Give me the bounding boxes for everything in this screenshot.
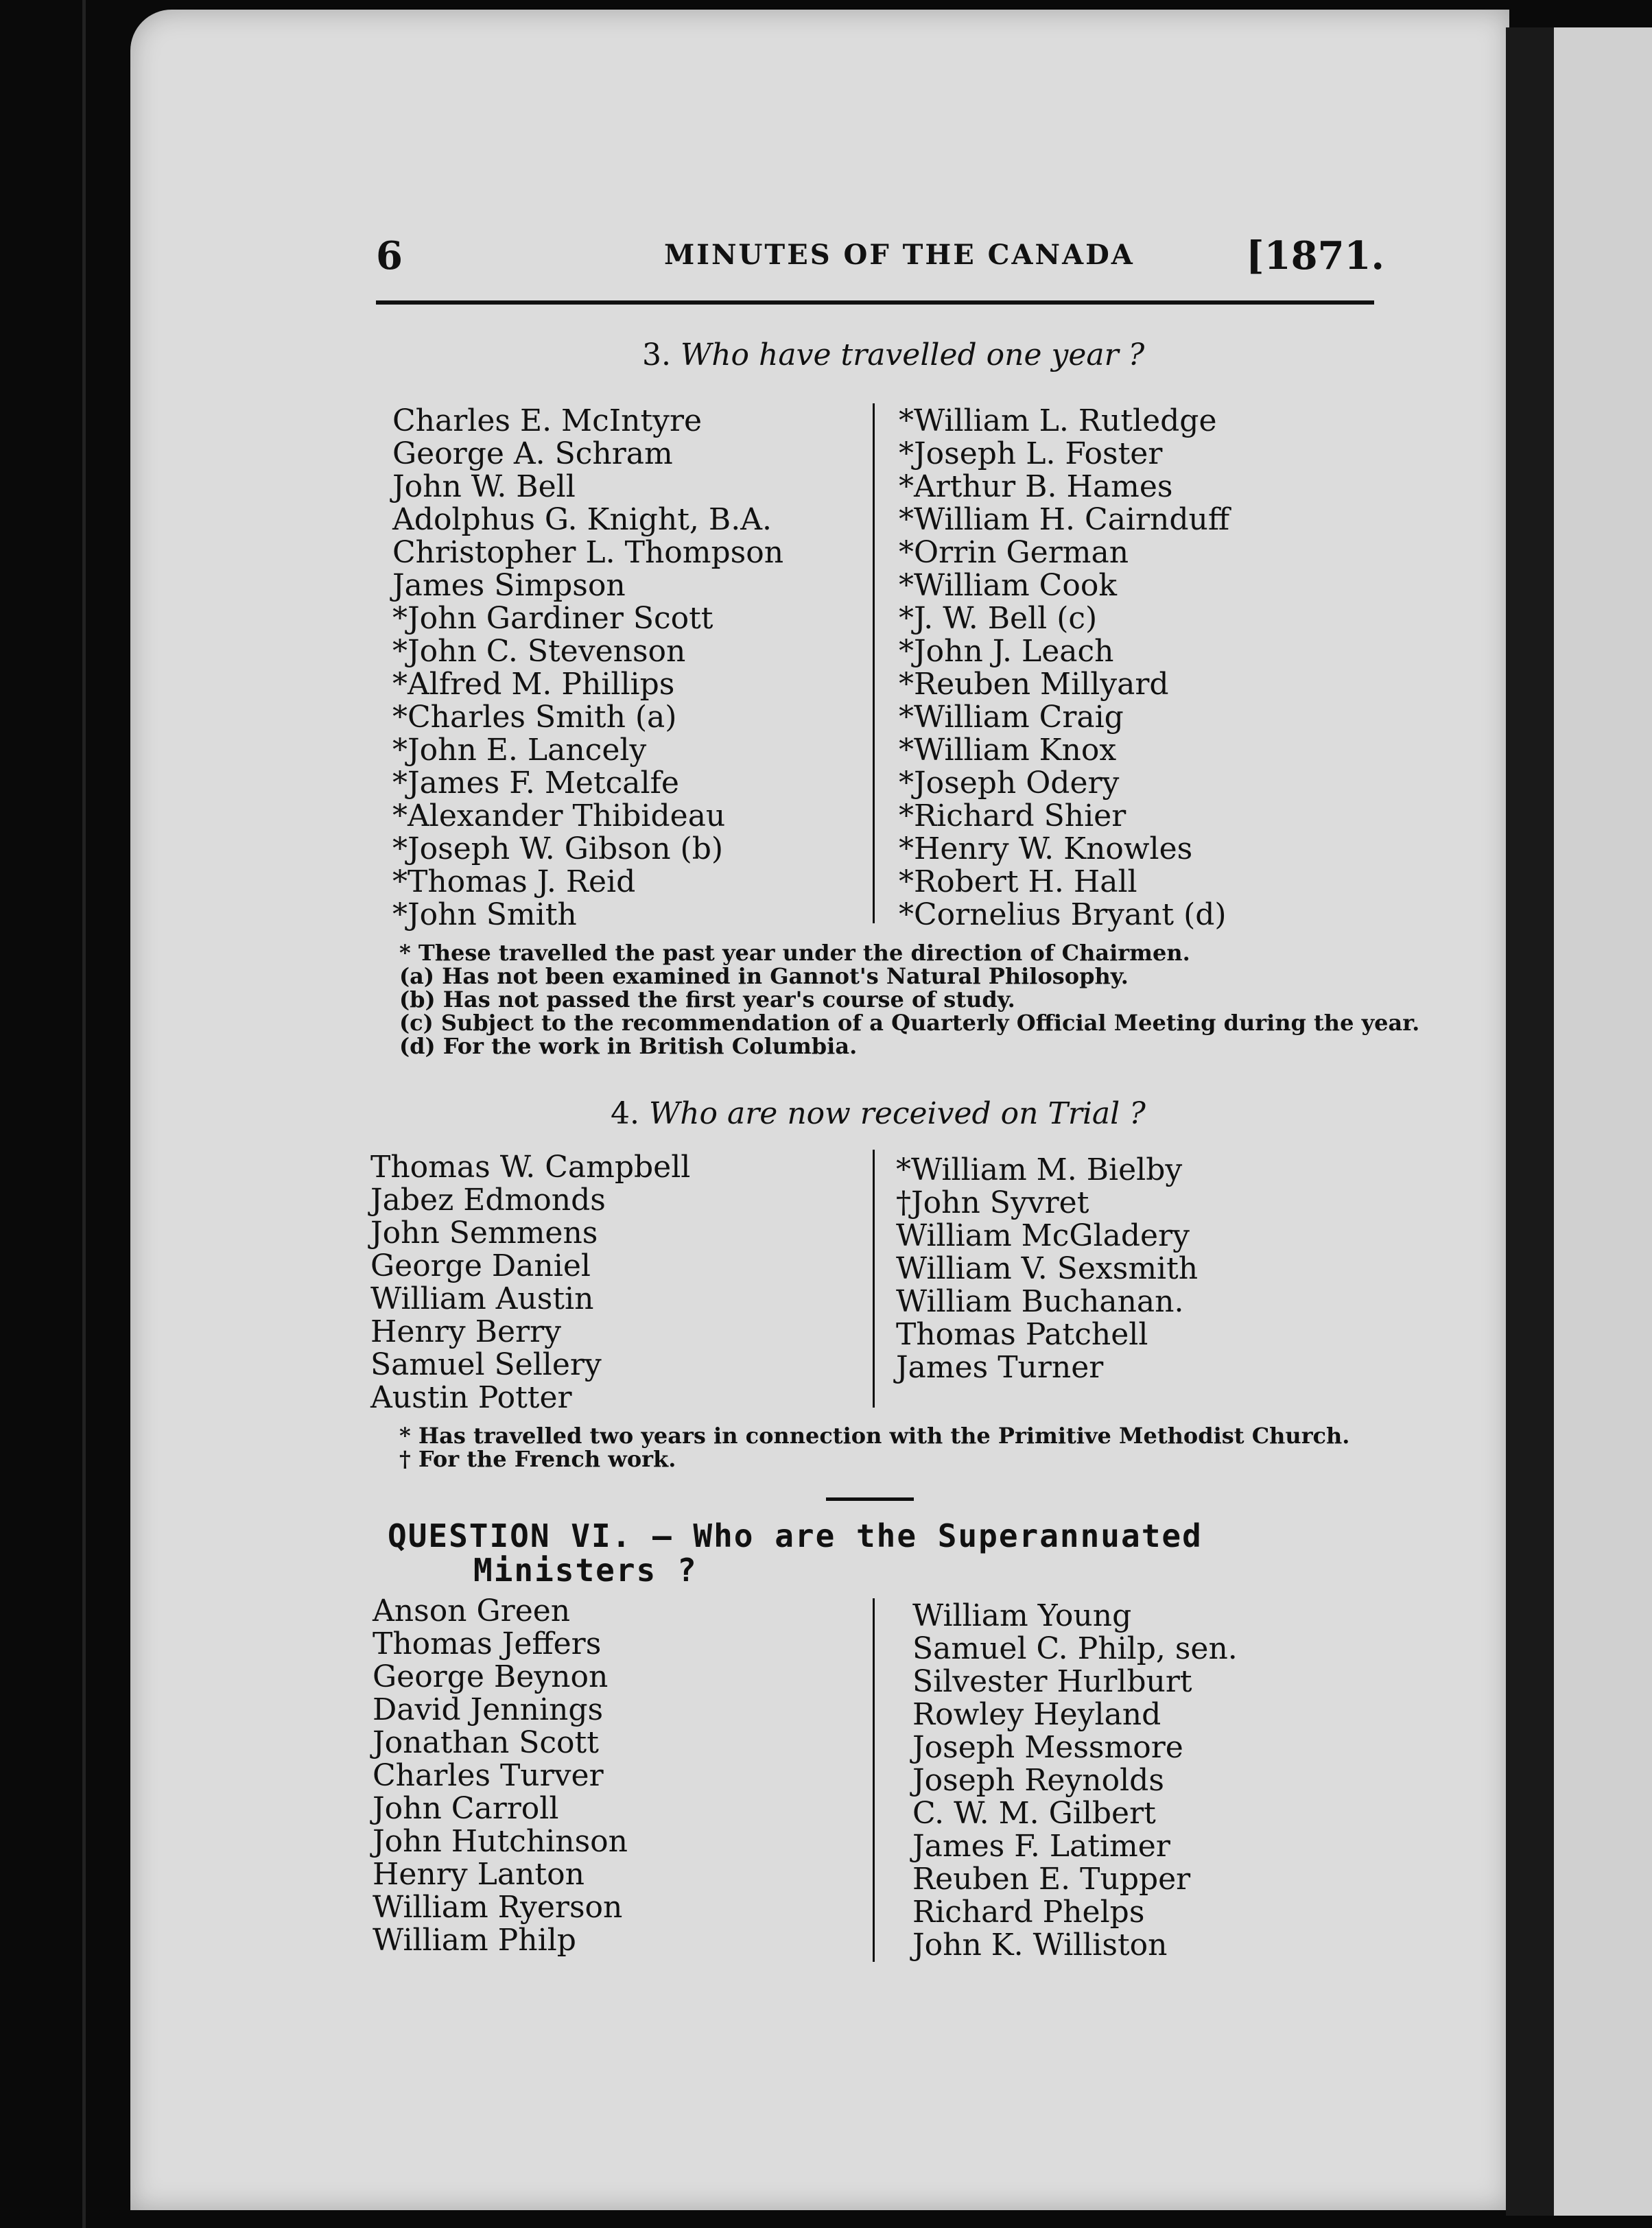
minister-name: *Joseph Odery [899,766,1120,801]
running-title: MINUTES OF THE CANADA [664,239,1135,271]
minister-name: Charles Turver [373,1758,604,1793]
minister-name: Samuel C. Philp, sen. [912,1631,1238,1666]
section3-footnotes [399,941,1419,1058]
minister-name: Charles E. McIntyre [392,403,703,438]
minister-name: *William H. Cairnduff [899,502,1230,537]
minister-name: *Arthur B. Hames [899,469,1173,504]
minister-name: *Alexander Thibideau [392,798,726,833]
minister-name: Henry Berry [370,1314,561,1349]
minister-name: *John C. Stevenson [392,634,686,669]
minister-name: Reuben E. Tupper [912,1862,1191,1897]
minister-name: *Henry W. Knowles [899,831,1193,866]
question6-heading-line1: QUESTION VI. — Who are the Superannuated [388,1517,1203,1554]
minister-name: George Beynon [373,1659,609,1694]
minister-name: Jonathan Scott [373,1725,599,1760]
minister-name: †John Syvret [896,1185,1089,1220]
page-header [376,233,1384,278]
minister-name: *Orrin German [899,535,1129,570]
minister-name: William Austin [370,1281,594,1316]
minister-name: William Ryerson [373,1890,623,1925]
section3-title: Who have travelled one year ? [680,337,1145,372]
footnote: † For the French work. [399,1446,676,1472]
minister-name: Joseph Reynolds [912,1763,1164,1798]
minister-name: *Thomas J. Reid [392,864,636,899]
section3-heading [642,337,1144,372]
minister-name: *Cornelius Bryant (d) [899,897,1227,932]
minister-name: Christopher L. Thompson [392,535,784,570]
book-gutter [1506,27,1561,2216]
minister-name: *Alfred M. Phillips [392,667,675,702]
minister-name: *J. W. Bell (c) [899,601,1098,636]
minister-name: John Carroll [373,1791,559,1826]
section4-left-list [370,1151,690,1414]
minister-name: Thomas Patchell [896,1317,1148,1352]
minister-name: Richard Phelps [912,1895,1145,1930]
scan-margin-line [82,0,86,2228]
minister-name: Anson Green [373,1593,571,1628]
minister-name: John Semmens [370,1216,598,1251]
section4-right-list [896,1154,1198,1384]
minister-name: *Charles Smith (a) [392,700,677,735]
header-rule [376,300,1374,305]
page-number: 6 [376,233,403,278]
section3-number: 3. [642,337,671,372]
minister-name: Adolphus G. Knight, B.A. [392,502,772,537]
minister-name: William Young [912,1598,1132,1633]
section3-column-rule [873,403,875,923]
minister-name: Silvester Hurlburt [912,1664,1192,1699]
minister-name: *Joseph W. Gibson (b) [392,831,724,866]
section4-column-rule [873,1150,875,1408]
minister-name: John Hutchinson [373,1824,628,1859]
minister-name: *John Gardiner Scott [392,601,713,636]
minister-name: Thomas W. Campbell [370,1150,691,1185]
question6-column-rule [873,1598,875,1962]
minister-name: *Richard Shier [899,798,1126,833]
minister-name: William Philp [373,1923,576,1958]
minister-name: James F. Latimer [912,1829,1170,1864]
footnote: * Has travelled two years in connection with the Primitive Methodist Church. [399,1423,1350,1449]
footnote: (b) Has not passed the first year's course of study. [399,986,1015,1012]
minister-name: William V. Sexsmith [896,1251,1199,1286]
minister-name: David Jennings [373,1692,604,1727]
section-divider [826,1497,914,1501]
minister-name: *William L. Rutledge [899,403,1217,438]
footnote: * These travelled the past year under the direction of Chairmen. [399,940,1190,966]
minister-name: Joseph Messmore [912,1730,1183,1765]
minister-name: Samuel Sellery [370,1347,602,1382]
minister-name: *Robert H. Hall [899,864,1137,899]
footnote: (c) Subject to the recommendation of a Quarterly Official Meeting during the year. [399,1010,1420,1036]
minister-name: *John Smith [392,897,577,932]
minister-name: Henry Lanton [373,1857,585,1892]
minister-name: *Reuben Millyard [899,667,1169,702]
minister-name: *John J. Leach [899,634,1114,669]
minister-name: *William M. Bielby [896,1152,1183,1187]
minister-name: C. W. M. Gilbert [912,1796,1156,1831]
section4-title: Who are now received on Trial ? [648,1096,1146,1131]
minister-name: John K. Williston [912,1928,1168,1963]
minister-name: Jabez Edmonds [370,1183,606,1218]
section4-number: 4. [611,1096,639,1131]
minister-name: *Joseph L. Foster [899,436,1163,471]
minister-name: Rowley Heyland [912,1697,1161,1732]
minister-name: George Daniel [370,1248,591,1283]
minister-name: James Turner [896,1350,1104,1385]
minister-name: *William Knox [899,733,1117,768]
header-year: [1871. [1246,233,1384,278]
minister-name: Austin Potter [370,1380,572,1415]
section4-footnotes [399,1424,1349,1471]
section3-right-list [899,405,1229,932]
facing-page-edge [1554,27,1652,2216]
minister-name: William McGladery [896,1218,1190,1253]
section3-left-list [392,405,783,932]
question6-heading-line2: Ministers ? [473,1552,698,1589]
minister-name: John W. Bell [392,469,576,504]
minister-name: Thomas Jeffers [373,1626,602,1661]
question6-left-list [373,1595,628,1957]
minister-name: James Simpson [392,568,626,603]
minister-name: *James F. Metcalfe [392,766,679,801]
minister-name: George A. Schram [392,436,673,471]
footnote: (a) Has not been examined in Gannot's Natural Philosophy. [399,963,1129,989]
minister-name: *John E. Lancely [392,733,647,768]
minister-name: *William Cook [899,568,1117,603]
section4-heading [611,1096,1146,1131]
footnote: (d) For the work in British Columbia. [399,1033,858,1059]
question6-right-list [912,1600,1238,1962]
minister-name: William Buchanan. [896,1284,1184,1319]
minister-name: *William Craig [899,700,1124,735]
